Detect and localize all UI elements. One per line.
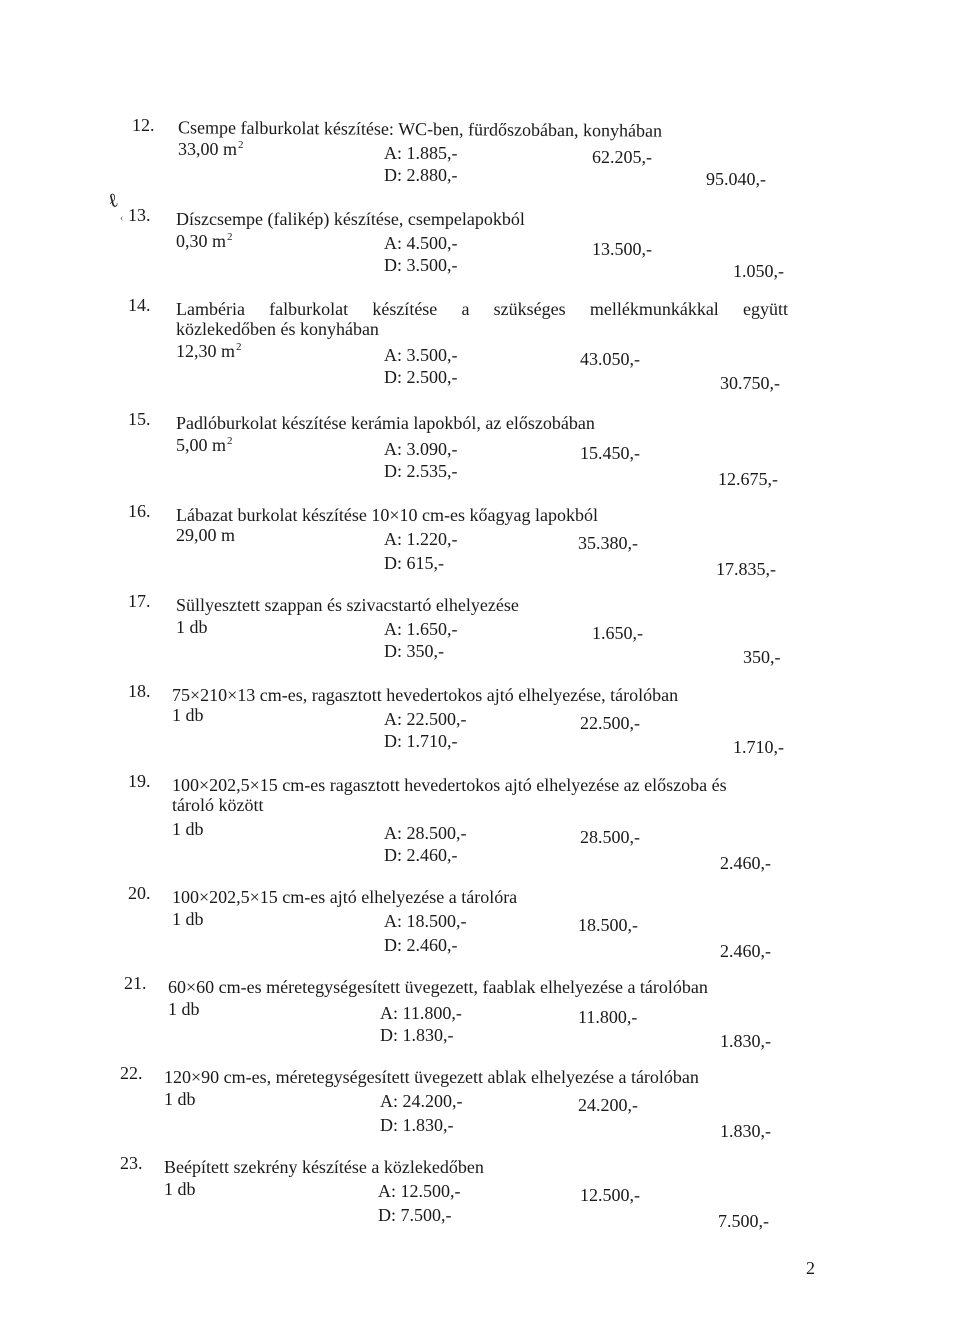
labor-unit-price: D: 2.460,- bbox=[384, 935, 458, 955]
material-total: 15.450,- bbox=[580, 443, 640, 463]
material-total: 11.800,- bbox=[578, 1007, 638, 1027]
labor-total: 2.460,- bbox=[720, 941, 771, 961]
item-quantity: 1 db bbox=[172, 819, 204, 839]
material-unit-price: A: 24.200,- bbox=[380, 1091, 463, 1111]
material-total: 18.500,- bbox=[578, 915, 638, 935]
material-total: 28.500,- bbox=[580, 827, 640, 847]
material-total: 12.500,- bbox=[580, 1185, 640, 1205]
labor-unit-price: D: 2.460,- bbox=[384, 845, 458, 865]
item-description: Lábazat burkolat készítése 10×10 cm-es kőagyag lapokból bbox=[176, 505, 599, 525]
labor-unit-price: D: 2.500,- bbox=[384, 367, 458, 387]
item-quantity: 33,00 $m^2$ bbox=[178, 139, 244, 159]
item-description-continued: közlekedőben és konyhában bbox=[176, 319, 379, 339]
item-description: 120×90 cm-es, méretegységesített üvegezett ablak elhelyezése a tárolóban bbox=[164, 1067, 699, 1087]
labor-total: 1.830,- bbox=[720, 1031, 771, 1051]
item-description: Díszcsempe (falikép) készítése, csempelapokból bbox=[176, 209, 525, 229]
labor-total: 7.500,- bbox=[718, 1211, 769, 1231]
material-unit-price: A: 18.500,- bbox=[384, 911, 467, 931]
labor-unit-price: D: 615,- bbox=[384, 553, 444, 573]
item-number: 19. bbox=[128, 771, 151, 791]
material-total: 13.500,- bbox=[592, 239, 652, 259]
item-quantity: 12,30 $m^2$ bbox=[176, 341, 242, 361]
labor-total: 12.675,- bbox=[718, 469, 778, 489]
labor-unit-price: D: 2.880,- bbox=[384, 165, 458, 185]
item-number: 16. bbox=[128, 501, 151, 521]
item-quantity: 5,00 $m^2$ bbox=[176, 435, 233, 455]
material-total: 24.200,- bbox=[578, 1095, 638, 1115]
item-description: Csempe falburkolat készítése: WC-ben, fürdőszobában, konyhában bbox=[177, 117, 663, 141]
material-unit-price: A: 1.650,- bbox=[384, 619, 458, 639]
item-quantity: 1 db bbox=[172, 705, 204, 725]
item-number: 17. bbox=[128, 591, 151, 611]
margin-handwritten-tick: ‹ bbox=[120, 213, 124, 224]
material-total: 35.380,- bbox=[578, 533, 638, 553]
item-quantity: 1 db bbox=[164, 1089, 196, 1109]
material-unit-price: A: 1.885,- bbox=[384, 143, 458, 163]
item-description: 100×202,5×15 cm-es ajtó elhelyezése a tárolóra bbox=[172, 887, 518, 907]
labor-unit-price: D: 350,- bbox=[384, 641, 444, 661]
item-number: 21. bbox=[124, 973, 147, 993]
item-number: 23. bbox=[120, 1153, 143, 1173]
material-unit-price: A: 11.800,- bbox=[380, 1003, 462, 1023]
labor-unit-price: D: 3.500,- bbox=[384, 255, 458, 275]
item-quantity: 1 db bbox=[168, 999, 200, 1019]
labor-total: 350,- bbox=[743, 647, 781, 667]
item-number: 13. bbox=[128, 205, 151, 225]
material-unit-price: A: 4.500,- bbox=[384, 233, 458, 253]
labor-total: 30.750,- bbox=[720, 373, 780, 393]
labor-unit-price: D: 7.500,- bbox=[378, 1205, 452, 1225]
material-unit-price: A: 3.090,- bbox=[384, 439, 458, 459]
item-number: 22. bbox=[120, 1063, 143, 1083]
labor-unit-price: D: 2.535,- bbox=[384, 461, 458, 481]
item-quantity: 29,00 m bbox=[176, 525, 236, 545]
item-number: 12. bbox=[132, 115, 155, 135]
labor-total: 95.040,- bbox=[706, 169, 766, 189]
margin-handwritten-mark: ℓ bbox=[105, 187, 121, 213]
item-number: 20. bbox=[128, 883, 151, 903]
item-description: 75×210×13 cm-es, ragasztott hevedertokos ajtó elhelyezése, tárolóban bbox=[172, 685, 679, 705]
item-description-continued: tároló között bbox=[172, 795, 264, 815]
item-description: Padlóburkolat készítése kerámia lapokból, az előszobában bbox=[176, 413, 595, 433]
item-description: Süllyesztett szappan és szivacstartó elhelyezése bbox=[176, 595, 519, 615]
material-unit-price: A: 28.500,- bbox=[384, 823, 467, 843]
item-quantity: 1 db bbox=[172, 909, 204, 929]
material-unit-price: A: 12.500,- bbox=[378, 1181, 461, 1201]
item-description: 60×60 cm-es méretegységesített üvegezett, faablak elhelyezése a tárolóban bbox=[168, 977, 708, 997]
item-quantity: 1 db bbox=[164, 1179, 196, 1199]
labor-unit-price: D: 1.830,- bbox=[380, 1025, 454, 1045]
material-total: 43.050,- bbox=[580, 349, 640, 369]
item-number: 14. bbox=[128, 295, 151, 315]
item-quantity: 0,30 $m^2$ bbox=[176, 231, 233, 251]
material-total: 62.205,- bbox=[592, 147, 652, 167]
labor-unit-price: D: 1.710,- bbox=[384, 731, 458, 751]
item-number: 15. bbox=[128, 409, 151, 429]
item-description: Beépített szekrény készítése a közlekedőben bbox=[164, 1157, 484, 1177]
labor-total: 1.710,- bbox=[733, 737, 784, 757]
page-number: 2 bbox=[806, 1258, 815, 1278]
material-unit-price: A: 1.220,- bbox=[384, 529, 458, 549]
material-total: 1.650,- bbox=[592, 623, 643, 643]
material-total: 22.500,- bbox=[580, 713, 640, 733]
material-unit-price: A: 22.500,- bbox=[384, 709, 467, 729]
material-unit-price: A: 3.500,- bbox=[384, 345, 458, 365]
item-number: 18. bbox=[128, 681, 151, 701]
labor-total: 1.050,- bbox=[733, 261, 784, 281]
labor-total: 17.835,- bbox=[716, 559, 776, 579]
item-description: 100×202,5×15 cm-es ragasztott hevedertokos ajtó elhelyezése az előszoba és bbox=[172, 775, 727, 795]
labor-total: 2.460,- bbox=[720, 853, 771, 873]
item-quantity: 1 db bbox=[176, 617, 208, 637]
labor-total: 1.830,- bbox=[720, 1121, 771, 1141]
labor-unit-price: D: 1.830,- bbox=[380, 1115, 454, 1135]
item-description: Lambéria falburkolat készítése a szükséges mellékmunkákkal együtt bbox=[176, 299, 788, 319]
